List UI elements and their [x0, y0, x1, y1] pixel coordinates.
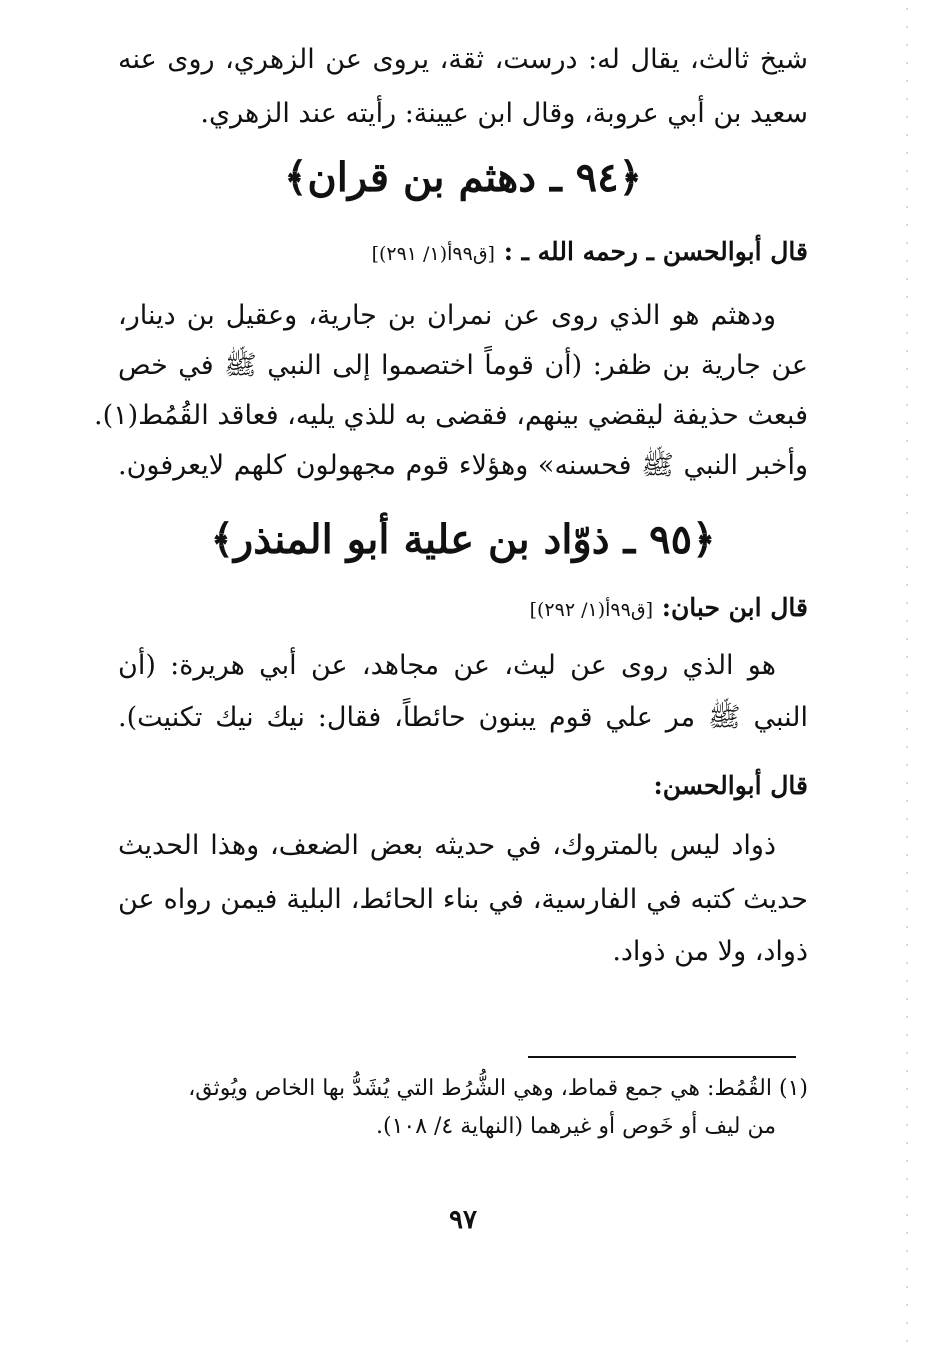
intro-line-1: شيخ ثالث، يقال له: درست، ثقة، يروى عن الزهري، روى عنه: [118, 44, 808, 75]
entry-94-speaker: قال أبوالحسن ـ رحمه الله ـ :: [503, 237, 808, 266]
entry-94-line-4: وأخبر النبي ﷺ فحسنه» وهؤلاء قوم مجهولون كلهم لايعرفون.: [118, 450, 808, 481]
footnote-line-1: (١) القُمُط: هي جمع قماط، وهي الشُّرُط التي يُشَدُّ بها الخاص ويُوثق،: [188, 1076, 808, 1101]
entry-95-para2-line-1: ذواد ليس بالمتروك، في حديثه بعض الضعف، وهذا الحديث: [118, 830, 776, 861]
entry-95-para2-line-2: حديث كتبه في الفارسية، في بناء الحائط، البلية فيمن رواه عن: [118, 884, 808, 915]
entry-95-speaker: قال ابن حبان:: [661, 593, 808, 622]
entry-95-speaker-line: [530, 588, 808, 630]
entry-94-speaker-line: [372, 232, 808, 274]
entry-95-line-1: هو الذي روى عن ليث، عن مجاهد، عن أبي هريرة: (أن: [118, 650, 776, 681]
entry-95-heading: ﴿٩٥ ـ ذوّاد بن علية أبو المنذر﴾: [210, 516, 716, 563]
entry-95-speaker-2: قال أبوالحسن:: [653, 771, 808, 800]
footnote-rule: [528, 1056, 796, 1058]
entry-94-manuscript-ref: [ق٩٩أ(١/ ٢٩١)]: [371, 243, 495, 265]
page-number: ٩٧: [449, 1205, 477, 1235]
entry-94-line-1: ودهثم هو الذي روى عن نمران بن جارية، وعقيل بن دينار،: [118, 300, 776, 331]
entry-95-line-2: النبي ﷺ مر علي قوم يبنون حائطاً، فقال: نيك نيك تكنيت).: [118, 702, 808, 733]
entry-94-line-3: فبعث حذيفة ليقضي بينهم، فقضى به للذي يليه، فعاقد القُمُط(١).: [93, 400, 808, 431]
intro-line-2: سعيد بن أبي عروبة، وقال ابن عيينة: رأيته عند الزهري.: [200, 98, 808, 129]
footnote-line-2: من ليف أو خَوص أو غيرهما (النهاية ٤/ ١٠٨).: [375, 1114, 776, 1139]
entry-94-line-2: عن جارية بن ظفر: (أن قوماً اختصموا إلى النبي ﷺ في خص: [118, 350, 808, 381]
entry-95-para2-line-3: ذواد، ولا من ذواد.: [612, 936, 808, 967]
entry-95-manuscript-ref: [ق٩٩أ(١/ ٢٩٢)]: [529, 599, 653, 621]
entry-94-heading: ﴿٩٤ ـ دهثم بن قران﴾: [283, 154, 643, 201]
